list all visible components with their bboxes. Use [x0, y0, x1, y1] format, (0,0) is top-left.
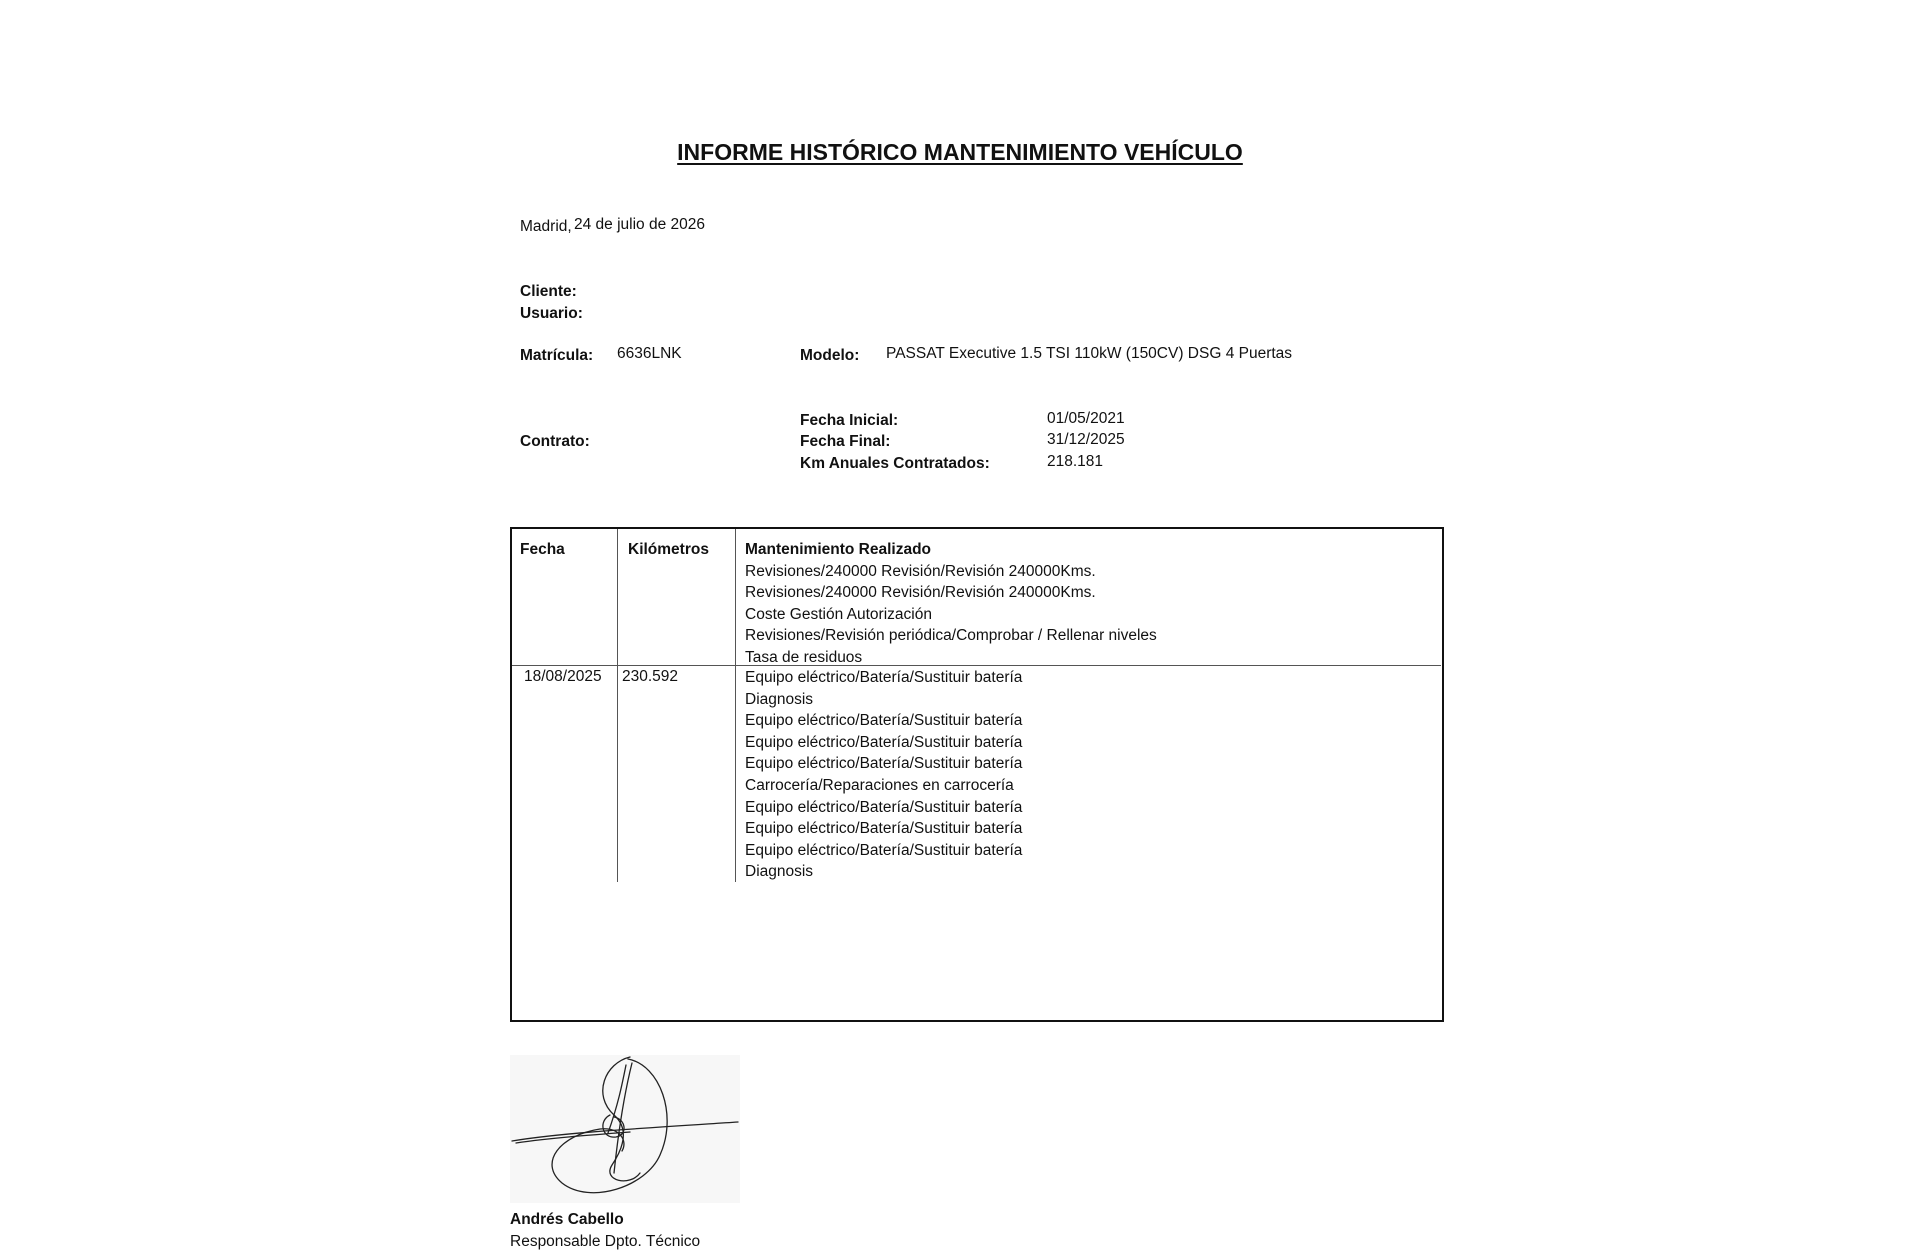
fecha-final-label: Fecha Final:	[800, 433, 891, 450]
usuario-label: Usuario:	[520, 305, 583, 322]
list-item: Coste Gestión Autorización	[745, 605, 932, 623]
modelo-label: Modelo:	[800, 347, 860, 364]
list-item: Equipo eléctrico/Batería/Sustituir batería	[745, 755, 1023, 773]
row-km: 230.592	[622, 668, 679, 685]
signature-image	[510, 1055, 740, 1203]
matricula-label: Matrícula:	[520, 347, 594, 364]
list-item: Revisiones/240000 Revisión/Revisión 240000Kms.	[745, 562, 1096, 580]
list-item: Equipo eléctrico/Batería/Sustituir batería	[745, 841, 1023, 859]
list-item: Equipo eléctrico/Batería/Sustituir batería	[745, 712, 1023, 730]
signer-role: Responsable Dpto. Técnico	[510, 1233, 701, 1250]
fecha-inicial-value: 01/05/2021	[1047, 410, 1125, 427]
fecha-final-value: 31/12/2025	[1047, 431, 1125, 448]
column-divider	[735, 529, 736, 882]
list-item: Carrocería/Reparaciones en carrocería	[745, 776, 1014, 794]
list-item: Equipo eléctrico/Batería/Sustituir batería	[745, 820, 1023, 838]
list-item: Tasa de residuos	[745, 648, 863, 666]
report-place: Madrid,	[520, 218, 572, 235]
list-item: Revisiones/240000 Revisión/Revisión 240000Kms.	[745, 584, 1096, 602]
header-kilometros: Kilómetros	[628, 541, 709, 558]
header-mantenimiento: Mantenimiento Realizado	[745, 541, 932, 558]
list-item: Equipo eléctrico/Batería/Sustituir batería	[745, 733, 1023, 751]
header-fecha: Fecha	[520, 541, 565, 558]
report-date: 24 de julio de 2026	[574, 216, 706, 233]
km-anuales-value: 218.181	[1047, 453, 1104, 470]
signer-name: Andrés Cabello	[510, 1211, 624, 1228]
list-item: Revisiones/Revisión periódica/Comprobar / Rellenar niveles	[745, 627, 1157, 645]
cliente-label: Cliente:	[520, 283, 577, 300]
list-item: Equipo eléctrico/Batería/Sustituir batería	[745, 669, 1023, 686]
header-items-cell	[745, 539, 1157, 669]
list-item: Equipo eléctrico/Batería/Sustituir batería	[745, 798, 1023, 816]
list-item: Diagnosis	[745, 690, 814, 708]
contrato-label: Contrato:	[520, 433, 590, 450]
column-divider	[617, 529, 618, 882]
fecha-inicial-label: Fecha Inicial:	[800, 412, 899, 429]
matricula-value: 6636LNK	[617, 345, 682, 362]
maintenance-table	[510, 527, 1444, 1022]
modelo-value: PASSAT Executive 1.5 TSI 110kW (150CV) DSG 4 Puertas	[886, 345, 1293, 362]
signature-scribble	[510, 1055, 740, 1203]
report-title: INFORME HISTÓRICO MANTENIMIENTO VEHÍCULO	[677, 139, 1243, 165]
row-items-cell	[745, 667, 1022, 883]
km-anuales-label: Km Anuales Contratados:	[800, 455, 990, 472]
row-fecha: 18/08/2025	[524, 668, 602, 685]
list-item: Diagnosis	[745, 863, 814, 881]
